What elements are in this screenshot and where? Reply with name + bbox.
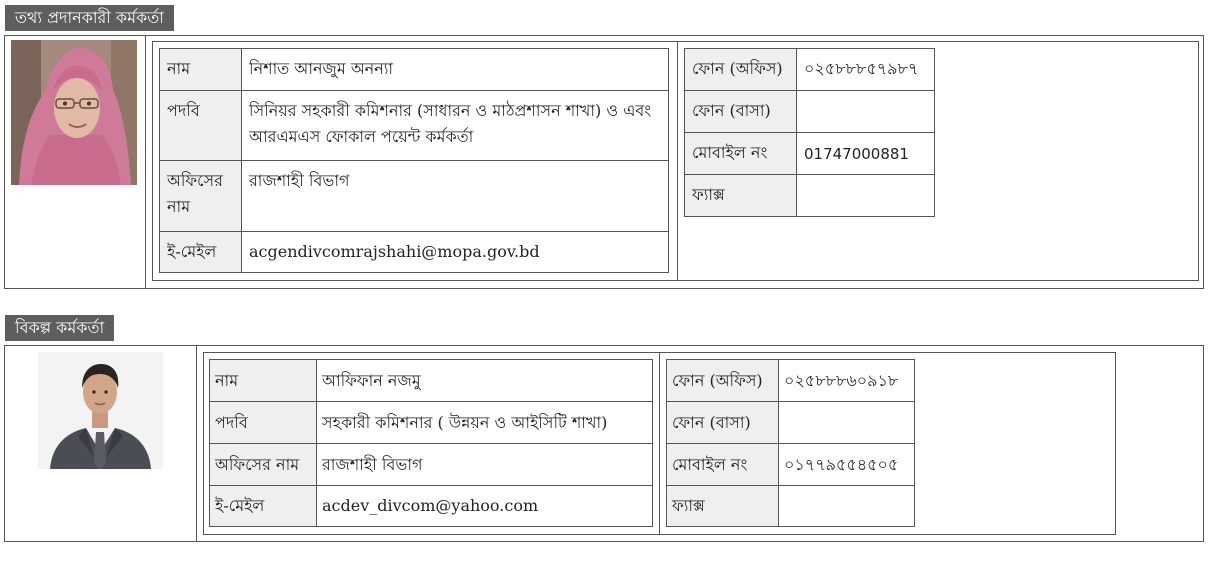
table-row	[160, 232, 669, 273]
phone-office-label: ফোন (অফিস)	[685, 49, 797, 91]
phone-office-value[interactable]: ০২৫৮৮৮৫৭৯৮৭	[797, 49, 935, 91]
phone-home-label: ফোন (বাসা)	[685, 91, 797, 133]
office-name-label: অফিসের নাম	[210, 444, 317, 486]
primary-officer-box	[4, 35, 1204, 289]
alternate-info-divider	[659, 353, 660, 534]
primary-photo-cell	[5, 36, 146, 288]
table-row	[685, 175, 935, 217]
alternate-info-wrap	[203, 352, 1116, 535]
designation-value: সহকারী কমিশনার ( উন্নয়ন ও আইসিটি শাখা)	[317, 402, 653, 444]
primary-info-table	[159, 48, 669, 273]
fax-value	[779, 486, 915, 527]
designation-label: পদবি	[160, 91, 242, 161]
table-row	[210, 402, 653, 444]
fax-value	[797, 175, 935, 217]
woman-portrait-icon	[11, 40, 137, 185]
phone-home-value	[797, 91, 935, 133]
phone-office-label: ফোন (অফিস)	[667, 360, 779, 402]
primary-info-divider	[677, 42, 678, 280]
man-portrait-icon	[38, 352, 163, 469]
primary-contact-table	[684, 48, 935, 217]
alternate-section-title: বিকল্প কর্মকর্তা	[5, 315, 114, 341]
office-name-label: অফিসের নাম	[160, 161, 242, 232]
table-row	[685, 49, 935, 91]
table-row	[667, 402, 915, 444]
table-row	[210, 486, 653, 527]
table-row	[667, 444, 915, 486]
alternate-contact-table	[666, 359, 915, 527]
alternate-info-table	[209, 359, 653, 527]
table-row	[160, 161, 669, 232]
email-label: ই-মেইল	[160, 232, 242, 273]
phone-home-value	[779, 402, 915, 444]
email-value[interactable]: acdev_divcom@yahoo.com	[317, 486, 653, 527]
designation-value: সিনিয়র সহকারী কমিশনার (সাধারন ও মাঠপ্রশাসন শাখা) ও এবং আরএমএস ফোকাল পয়েন্ট কর্মকর্তা	[242, 91, 669, 161]
alternate-officer-box	[4, 345, 1204, 542]
phone-office-value[interactable]: ০২৫৮৮৮৬০৯১৮	[779, 360, 915, 402]
name-label: নাম	[210, 360, 317, 402]
table-row	[160, 91, 669, 161]
email-value[interactable]: acgendivcomrajshahi@mopa.gov.bd	[242, 232, 669, 273]
table-row	[685, 133, 935, 175]
mobile-value[interactable]: ০১৭৭৯৫৫৪৫০৫	[779, 444, 915, 486]
office-name-value: রাজশাহী বিভাগ	[242, 161, 669, 232]
primary-officer-photo	[11, 40, 137, 185]
table-row	[160, 49, 669, 91]
office-name-value: রাজশাহী বিভাগ	[317, 444, 653, 486]
fax-label: ফ্যাক্স	[685, 175, 797, 217]
mobile-label: মোবাইল নং	[685, 133, 797, 175]
phone-home-label: ফোন (বাসা)	[667, 402, 779, 444]
table-row	[667, 360, 915, 402]
fax-label: ফ্যাক্স	[667, 486, 779, 527]
table-row	[210, 360, 653, 402]
table-row	[210, 444, 653, 486]
name-label: নাম	[160, 49, 242, 91]
alternate-photo-cell	[5, 346, 197, 541]
designation-label: পদবি	[210, 402, 317, 444]
primary-info-wrap	[152, 41, 1199, 281]
primary-section-title: তথ্য প্রদানকারী কর্মকর্তা	[5, 5, 174, 31]
table-row	[667, 486, 915, 527]
alternate-officer-photo	[38, 352, 163, 469]
mobile-value[interactable]: 01747000881	[797, 133, 935, 175]
table-row	[685, 91, 935, 133]
mobile-label: মোবাইল নং	[667, 444, 779, 486]
name-value: আফিফান নজমু	[317, 360, 653, 402]
name-value: নিশাত আনজুম অনন্যা	[242, 49, 669, 91]
email-label: ই-মেইল	[210, 486, 317, 527]
